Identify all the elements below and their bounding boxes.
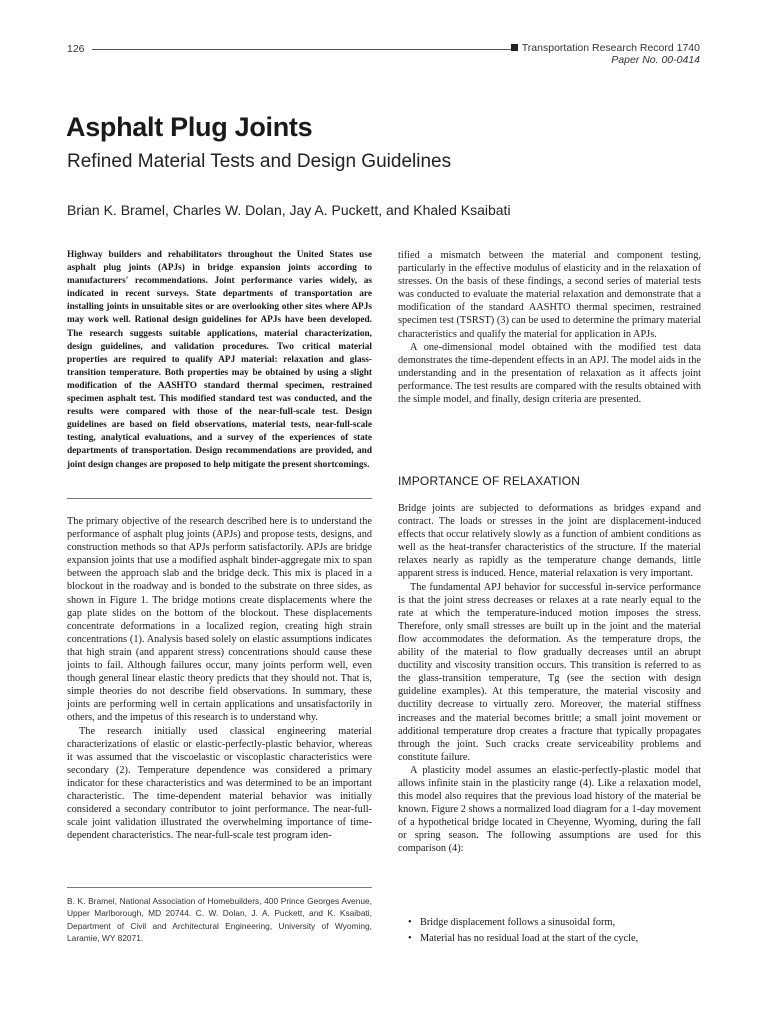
page-number: 126 (67, 43, 85, 55)
paper-number: Paper No. 00-0414 (611, 54, 700, 66)
header-square-icon (511, 44, 518, 51)
paper-title: Asphalt Plug Joints (66, 112, 313, 142)
section-heading: IMPORTANCE OF RELAXATION (398, 474, 581, 488)
body-paragraph: A one-dimensional model obtained with the modified test data demonstrates the time-dependent effects in an APJ. The model aids in the understanding and in the presentation of relaxation as it affects joint performance. The test results are compared with the results obtained with the simple model, and finally, design criteria are presented. (398, 341, 701, 406)
author-list: Brian K. Bramel, Charles W. Dolan, Jay A. Puckett, and Khaled Ksaibati (67, 202, 511, 218)
list-item: • Bridge displacement follows a sinusoidal form, (408, 917, 616, 928)
abstract-divider (67, 498, 372, 499)
body-paragraph: The primary objective of the research described here is to understand the performance of asphalt plug joints (APJs) and propose tests, designs, and construction methods so that APJs perform satisfactorily. APJs are bridge expansion joints that use a modified asphalt binder-aggregate mix to span between the approach slab and the bridge deck. This mix is placed in a blockout in the roadway and is bonded to the substrate on three sides, as shown in Figure 1. The bridge motions create displacements where the gap plate slides on the bottom of the blockout. These displacements concentrate deformations in a localized region, creating high strain concentrations (1). Analysis based solely on elastic assumptions indicates that high strain (and apparent stress) concentrations should cause these joints to fail. Although failures occur, many joints perform well, even though general linear elastic theory predicts that they should not. That is, simple theories do not describe field observations. In summary, these joints are performing well in certain applications and unsatisfactorily in others, and the impetus of this research is to understand why. (67, 516, 372, 724)
list-item: • Material has no residual load at the start of the cycle, (408, 933, 639, 945)
body-paragraph: The research initially used classical engineering material characterizations of elastic or elastic-perfectly-plastic behavior, whereas it was assumed that the viscoelastic or viscoplastic characteristics were secondary (2). Temperature dependence was considered a primary indicator for these characteristics and was determined to be an important characteristic. The time-dependent material behavior was initially considered a secondary contributor to joint performance. The near-full-scale joint validation illustrated the overwhelming importance of time-dependent characteristics. The near-full-scale test program iden- (67, 725, 372, 842)
left-column-body (67, 515, 372, 842)
paper-subtitle: Refined Material Tests and Design Guidelines (67, 151, 452, 172)
header-rule (92, 49, 512, 50)
body-paragraph: The fundamental APJ behavior for successful in-service performance is that the joint stress decreases or relaxes at a rate nearly equal to the rate at which the temperature-induced motion imposes the stress. Therefore, only small stresses are built up in the joint and the material flow accommodates the deformation. As the temperature drops, the ability of the material to flow gradually decreases until an abrupt ductility and viscosity transition occurs. This transition is referred to as the glass-transition temperature, Tg (see the section with design guideline examples). At this temperature, the material viscosity and ductility decrease to virtually zero. Moreover, the material stiffness increases and the material becomes brittle; a small joint movement or additional temperature drop creates a fracture that typically propagates through the joint. Such cracks create serviceability problems and constitute failure. (398, 581, 701, 763)
assumption-list (398, 916, 701, 948)
bullet-icon: • (408, 933, 412, 945)
abstract: Highway builders and rehabilitators throughout the United States use asphalt plug joints (APJs) in bridge expansion joints according to manufacturers' recommendations. Joint performance varies widely, as indicated in recent surveys. State departments of transportation are installing joints in unsuitable sites or are overlooking other sites where APJs may work well. Rational design guidelines for APJs have been developed. The research suggests suitable applications, material characterization, design guidelines, and validation procedures. Two critical material properties are required to qualify APJ material: relaxation and glass-transition temperature. Both properties may be obtained by using a slight modification of the AASHTO standard thermal specimen, restrained specimen asphalt test. This modified standard test was conducted, and the results were compared with those of the near-full-scale test. Design guidelines are based on field observations, material tests, near-full-scale testing, analytical evaluations, and a survey of the experiences of state departments of transportation. Design recommendations are provided, and joint design changes are proposed to help mitigate the present shortcomings. (67, 250, 372, 470)
running-header (511, 42, 700, 66)
bullet-icon: • (408, 917, 412, 928)
right-column-intro (398, 249, 701, 406)
body-paragraph: A plasticity model assumes an elastic-perfectly-plastic model that allows infinite stain in the plasticity range (4). Like a relaxation model, this model also requires that the previous load history of the material be known. Figure 2 shows a normalized load diagram for a 1-day movement of a hypothetical bridge located in Cheyenne, Wyoming, during the fall or spring season. The following assumptions are used for this comparison (4): (398, 764, 701, 855)
body-paragraph: Bridge joints are subjected to deformations as bridges expand and contract. The loads or stresses in the joint are displacement-induced effects that occur relatively slowly as a function of ambient conditions as well as the heat-transfer characteristics of the structure. If the material relaxes nearly as rapidly as the temperature change demands, little apparent stress is induced. Hence, material relaxation is very important. (398, 503, 701, 580)
right-column-section-body (398, 502, 701, 856)
footnote-divider (67, 887, 372, 888)
author-affiliations-footnote: B. K. Bramel, National Association of Homebuilders, 400 Prince Georges Avenue, Upper Marlborough, MD 20744. C. W. Dolan, J. A. Puckett, and K. Ksaibati, Department of Civil and Architectural Engineering, University of Wyoming, Laramie, WY 82071. (67, 896, 372, 943)
body-paragraph: tified a mismatch between the material and component testing, particularly in the effective modulus of elasticity and in the relaxation of stresses. On the basis of these findings, a second series of material tests was conducted to evaluate the material relaxation and demonstrate that a modification of the standard AASHTO thermal specimen, restrained specimen test (TSRST) (3) can be used to determine the primary material characteristics and qualify the material for application in APJs. (398, 250, 701, 340)
journal-name: Transportation Research Record 1740 (521, 42, 700, 54)
